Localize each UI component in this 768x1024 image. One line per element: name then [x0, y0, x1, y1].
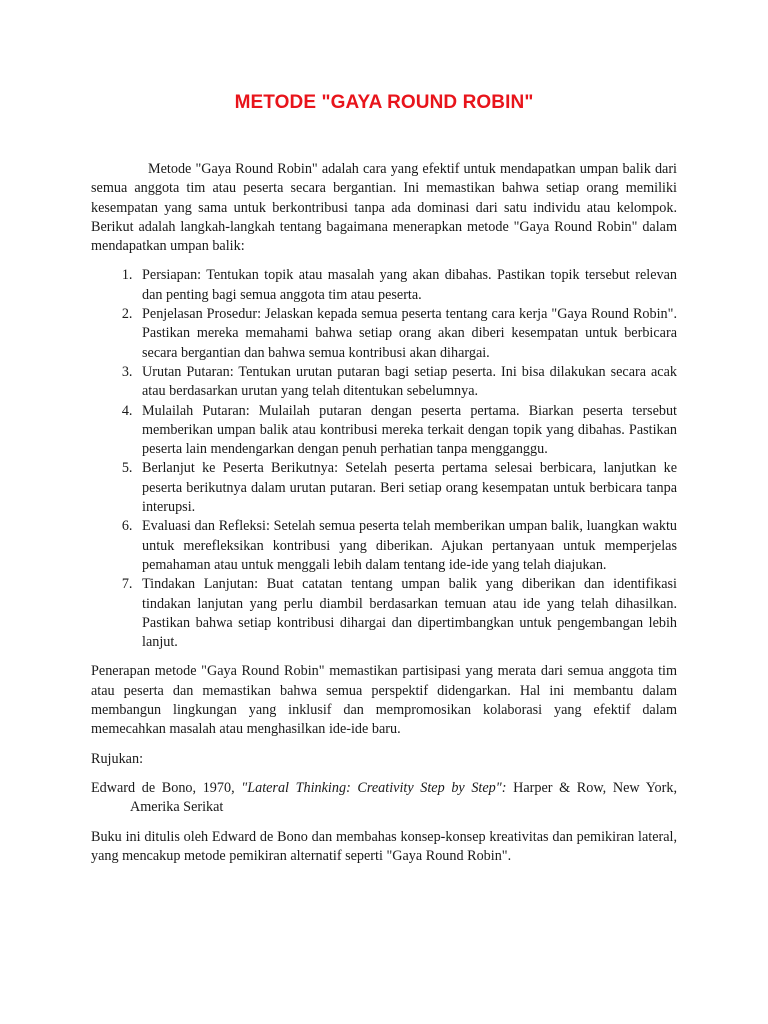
reference-entry: [91, 779, 677, 818]
list-item: 4. Mulailah Putaran: Mulailah putaran dengan peserta pertama. Biarkan peserta tersebut memberikan umpan balik atau kontribusi mereka terkait dengan topik yang dibahas. Pastikan peserta lain mendengarkan dengan penuh perhatian tanpa mengganggu.: [136, 402, 677, 460]
reference-book-title: "Lateral Thinking: Creativity Step by Step":: [241, 779, 507, 796]
list-item: 7. Tindakan Lanjutan: Buat catatan tentang umpan balik yang diberikan dan identifikasi tindakan lanjutan yang perlu diambil berdasarkan temuan atau ide yang telah dihasilkan. Pastikan bahwa setiap kontribusi dihargai dan dipertimbangkan untuk pengembangan lebih lanjut.: [136, 575, 677, 652]
list-item: 2. Penjelasan Prosedur: Jelaskan kepada semua peserta tentang cara kerja "Gaya Round Robin". Pastikan mereka memahami bahwa setiap orang akan diberi kesempatan untuk berbicara secara bergantian dan bahwa semua kontribusi akan dihargai.: [136, 305, 677, 363]
conclusion-paragraph: Penerapan metode "Gaya Round Robin" memastikan partisipasi yang merata dari semua anggota tim atau peserta dan memastikan bahwa semua perspektif didengarkan. Hal ini membantu dalam membangun lingkungan yang inklusif dan mempromosikan kolaborasi yang efektif dalam memecahkan masalah atau menghasilkan ide-ide baru.: [91, 663, 677, 738]
reference-author-year: Edward de Bono, 1970,: [91, 779, 242, 796]
references-heading: Rujukan:: [91, 750, 144, 767]
intro-paragraph: Metode "Gaya Round Robin" adalah cara yang efektif untuk mendapatkan umpan balik dari semua anggota tim atau peserta secara bergantian. Ini memastikan bahwa setiap orang memiliki kesempatan yang sama untuk berkontribusi tanpa ada dominasi dari satu individu atau kelompok. Berikut adalah langkah-langkah tentang bagaimana menerapkan metode "Gaya Round Robin" dalam mendapatkan umpan balik:: [91, 161, 677, 255]
list-item: 5. Berlanjut ke Peserta Berikutnya: Setelah peserta pertama selesai berbicara, lanjutkan ke peserta berikutnya dalam urutan putaran. Beri setiap orang kesempatan untuk berbicara tanpa interupsi.: [136, 459, 677, 517]
list-item: 6. Evaluasi dan Refleksi: Setelah semua peserta telah memberikan umpan balik, luangkan waktu untuk merefleksikan kontribusi yang diberikan. Ajukan pertanyaan untuk memperjelas pemahaman atau untuk menggali lebih dalam tentang ide-ide yang telah diajukan.: [136, 517, 677, 575]
reference-note-paragraph: Buku ini ditulis oleh Edward de Bono dan membahas konsep-konsep kreativitas dan pemikiran lateral, yang mencakup metode pemikiran alternatif seperti "Gaya Round Robin".: [91, 828, 677, 864]
document-title: METODE "GAYA ROUND ROBIN": [234, 92, 534, 113]
steps-list: [91, 266, 677, 652]
list-item: 3. Urutan Putaran: Tentukan urutan putaran bagi setiap peserta. Ini bisa dilakukan secara acak atau berdasarkan urutan yang telah ditentukan sebelumnya.: [136, 363, 677, 402]
reference-publisher: Harper & Row, New York, Amerika Serikat: [130, 779, 677, 816]
list-item: 1. Persiapan: Tentukan topik atau masalah yang akan dibahas. Pastikan topik tersebut relevan dan penting bagi semua anggota tim atau peserta.: [136, 266, 677, 305]
